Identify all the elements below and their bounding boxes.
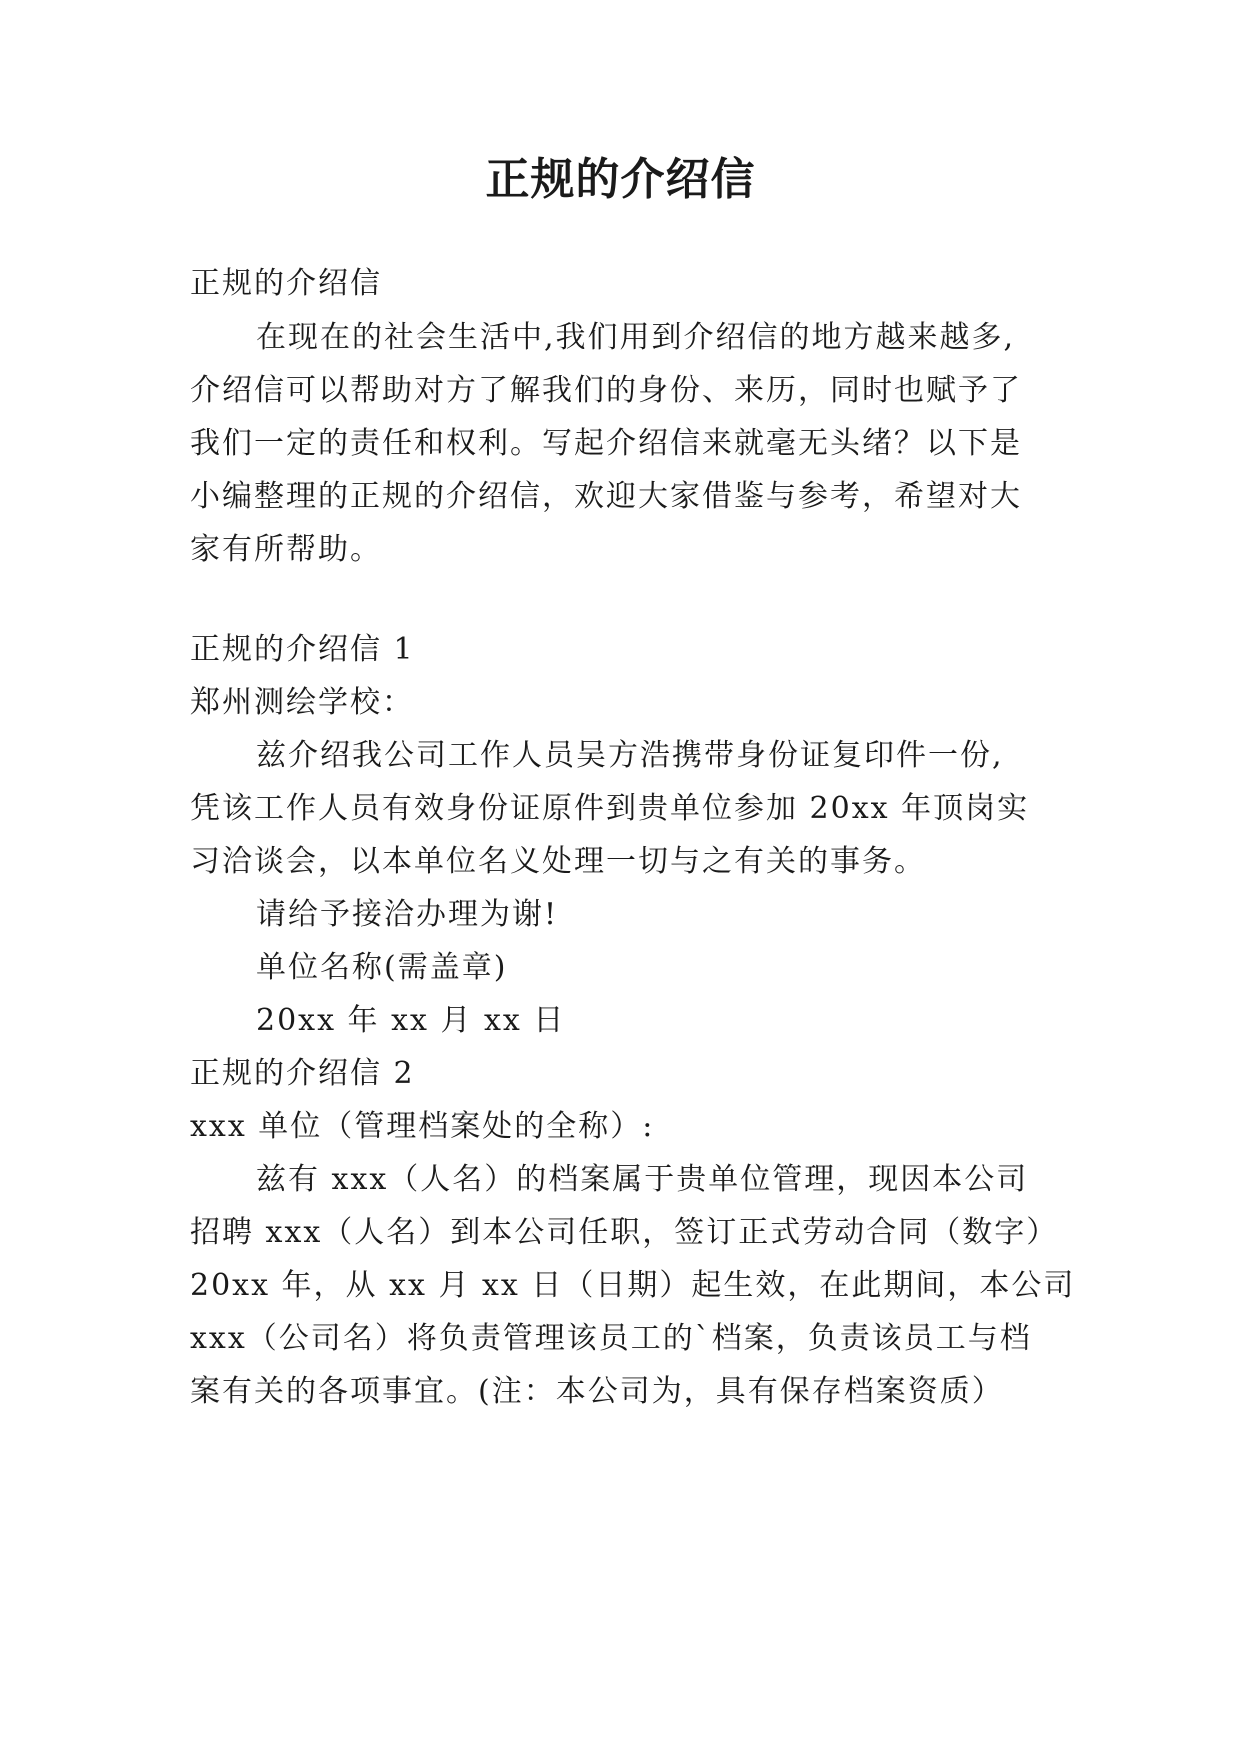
letter2-body-line-2: 招聘 xxx（人名）到本公司任职，签订正式劳动合同（数字） [190,1215,1059,1250]
intro-line-1: 在现在的社会生活中,我们用到介绍信的地方越来越多, [256,320,1016,355]
letter1-body-line-1: 兹介绍我公司工作人员吴方浩携带身份证复印件一份, [256,738,1004,773]
intro-line-5: 家有所帮助。 [190,532,382,567]
letter1-body-line-3: 习洽谈会，以本单位名义处理一切与之有关的事务。 [190,844,926,879]
letter2-recipient: xxx 单位（管理档案处的全称）: [190,1109,655,1144]
letter2-body-line-3: 20xx 年，从 xx 月 xx 日（日期）起生效，在此期间，本公司 [190,1268,1076,1303]
letter2-heading: 正规的介绍信 2 [190,1056,415,1091]
letter1-signature: 单位名称(需盖章) [256,950,508,985]
intro-heading: 正规的介绍信 [190,266,382,301]
intro-line-3: 我们一定的责任和权利。写起介绍信来就毫无头绪？以下是 [190,426,1022,461]
letter1-heading: 正规的介绍信 1 [190,632,415,667]
letter1-body-line-2: 凭该工作人员有效身份证原件到贵单位参加 20xx 年顶岗实 [190,791,1030,826]
intro-line-2: 介绍信可以帮助对方了解我们的身份、来历，同时也赋予了 [190,373,1022,408]
document-title: 正规的介绍信 [485,154,756,205]
letter2-body-line-4: xxx（公司名）将负责管理该员工的`档案，负责该员工与档 [190,1321,1032,1356]
letter1-recipient: 郑州测绘学校： [190,685,414,720]
letter2-body-line-5: 案有关的各项事宜。(注：本公司为，具有保存档案资质） [190,1374,1004,1409]
letter1-date: 20xx 年 xx 月 xx 日 [256,1003,566,1038]
letter1-closing: 请给予接洽办理为谢! [256,897,559,932]
letter2-body-line-1: 兹有 xxx（人名）的档案属于贵单位管理，现因本公司 [256,1162,1029,1197]
intro-line-4: 小编整理的正规的介绍信，欢迎大家借鉴与参考，希望对大 [190,479,1022,514]
